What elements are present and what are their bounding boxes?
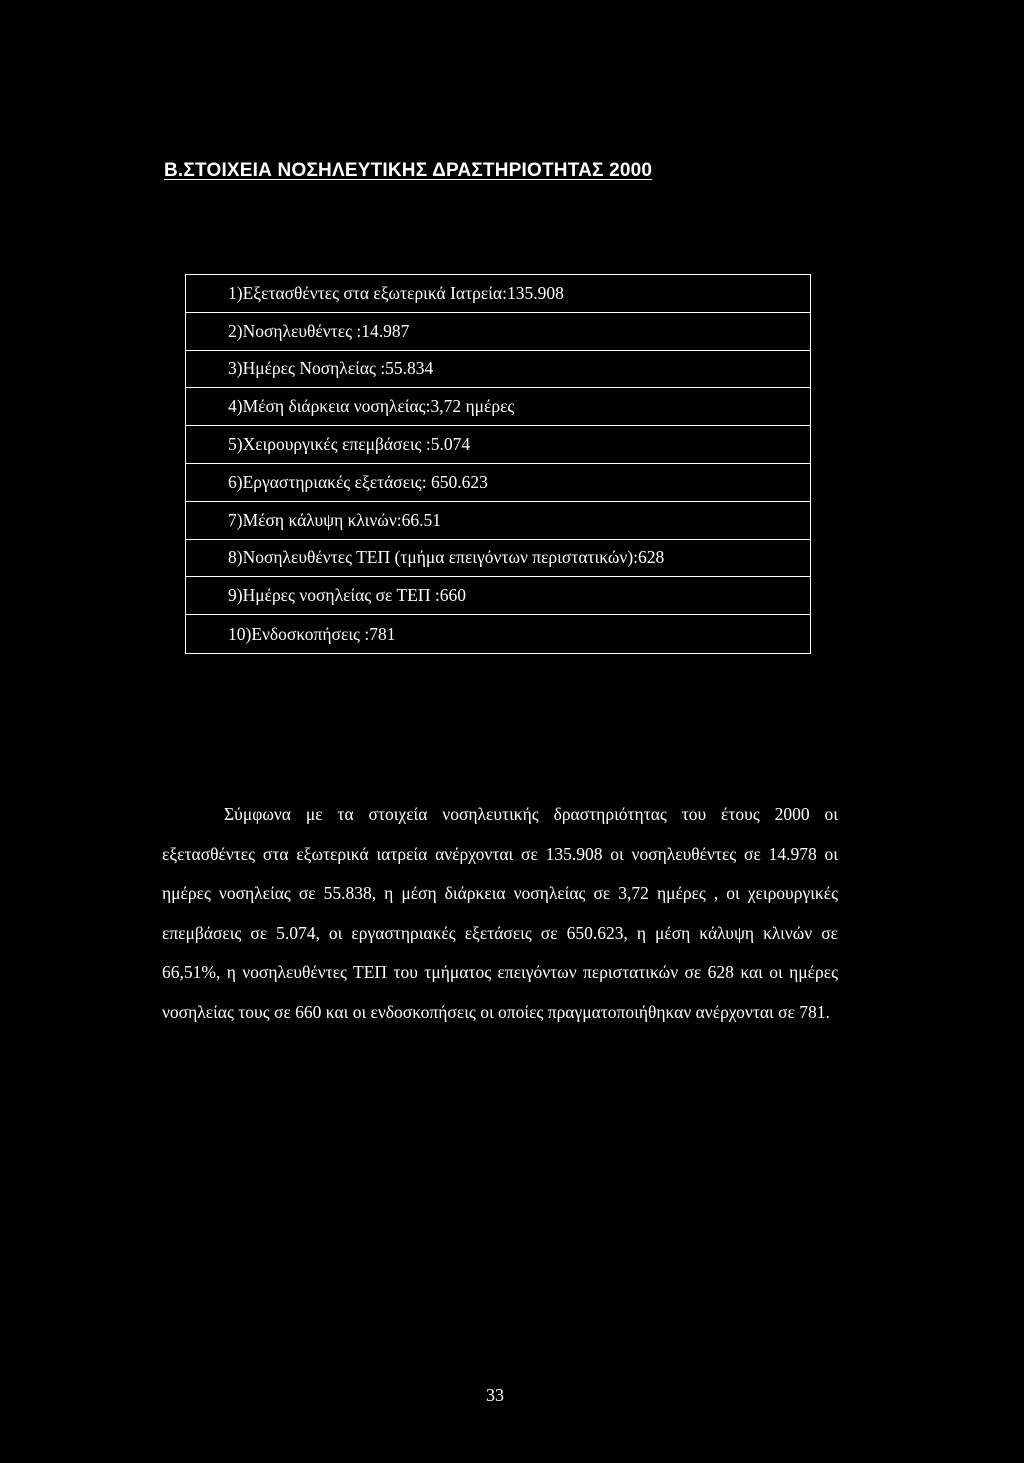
page-title: Β.ΣΤΟΙΧΕΙΑ ΝΟΣΗΛΕΥΤΙΚΗΣ ΔΡΑΣΤΗΡΙΟΤΗΤΑΣ 2000 <box>164 160 653 181</box>
stats-row-3: 3)Ημέρες Νοσηλείας :55.834 <box>186 351 810 389</box>
stats-row-10: 10)Ενδοσκοπήσεις :781 <box>228 623 396 644</box>
page-number: 33 <box>486 1385 504 1405</box>
stats-row-9: 9)Ημέρες νοσηλείας σε ΤΕΠ :660 <box>186 577 810 615</box>
stats-table <box>185 274 811 654</box>
stats-row-1: 1)Εξετασθέντες στα εξωτερικά Ιατρεία:135.908 <box>186 275 810 313</box>
stats-row-4: 4)Μέση διάρκεια νοσηλείας:3,72 ημέρες <box>186 388 810 426</box>
summary-paragraph: Σύμφωνα με τα στοιχεία νοσηλευτικής δραστηριότητας του έτους 2000 οι εξετασθέντες στα εξωτερικά ιατρεία ανέρχονται σε 135.908 οι νοσηλευθέντες σε 14.978 οι ημέρες νοσηλείας σε 55.838, η μέση διάρκεια νοσηλείας σε 3,72 ημέρες , οι χειρουργικές επεμβάσεις σε 5.074, οι εργαστηριακές εξετάσεις σε 650.623, η μέση κάλυψη κλινών σε 66,51%, η νοσηλευθέντες ΤΕΠ του τμήματος επειγόντων περιστατικών σε 628 και οι ημέρες νοσηλείας τους σε 660 και οι ενδοσκοπήσεις οι οποίες πραγματοποιήθηκαν ανέρχονται σε 781. <box>162 804 838 1022</box>
stats-row-5: 5)Χειρουργικές επεμβάσεις :5.074 <box>186 426 810 464</box>
stats-row-7: 7)Μέση κάλυψη κλινών:66.51 <box>186 502 810 540</box>
stats-row-6: 6)Εργαστηριακές εξετάσεις: 650.623 <box>186 464 810 502</box>
stats-row-2: 2)Νοσηλευθέντες :14.987 <box>186 313 810 351</box>
stats-row-8: 8)Νοσηλευθέντες ΤΕΠ (τμήμα επειγόντων περιστατικών):628 <box>186 540 810 578</box>
